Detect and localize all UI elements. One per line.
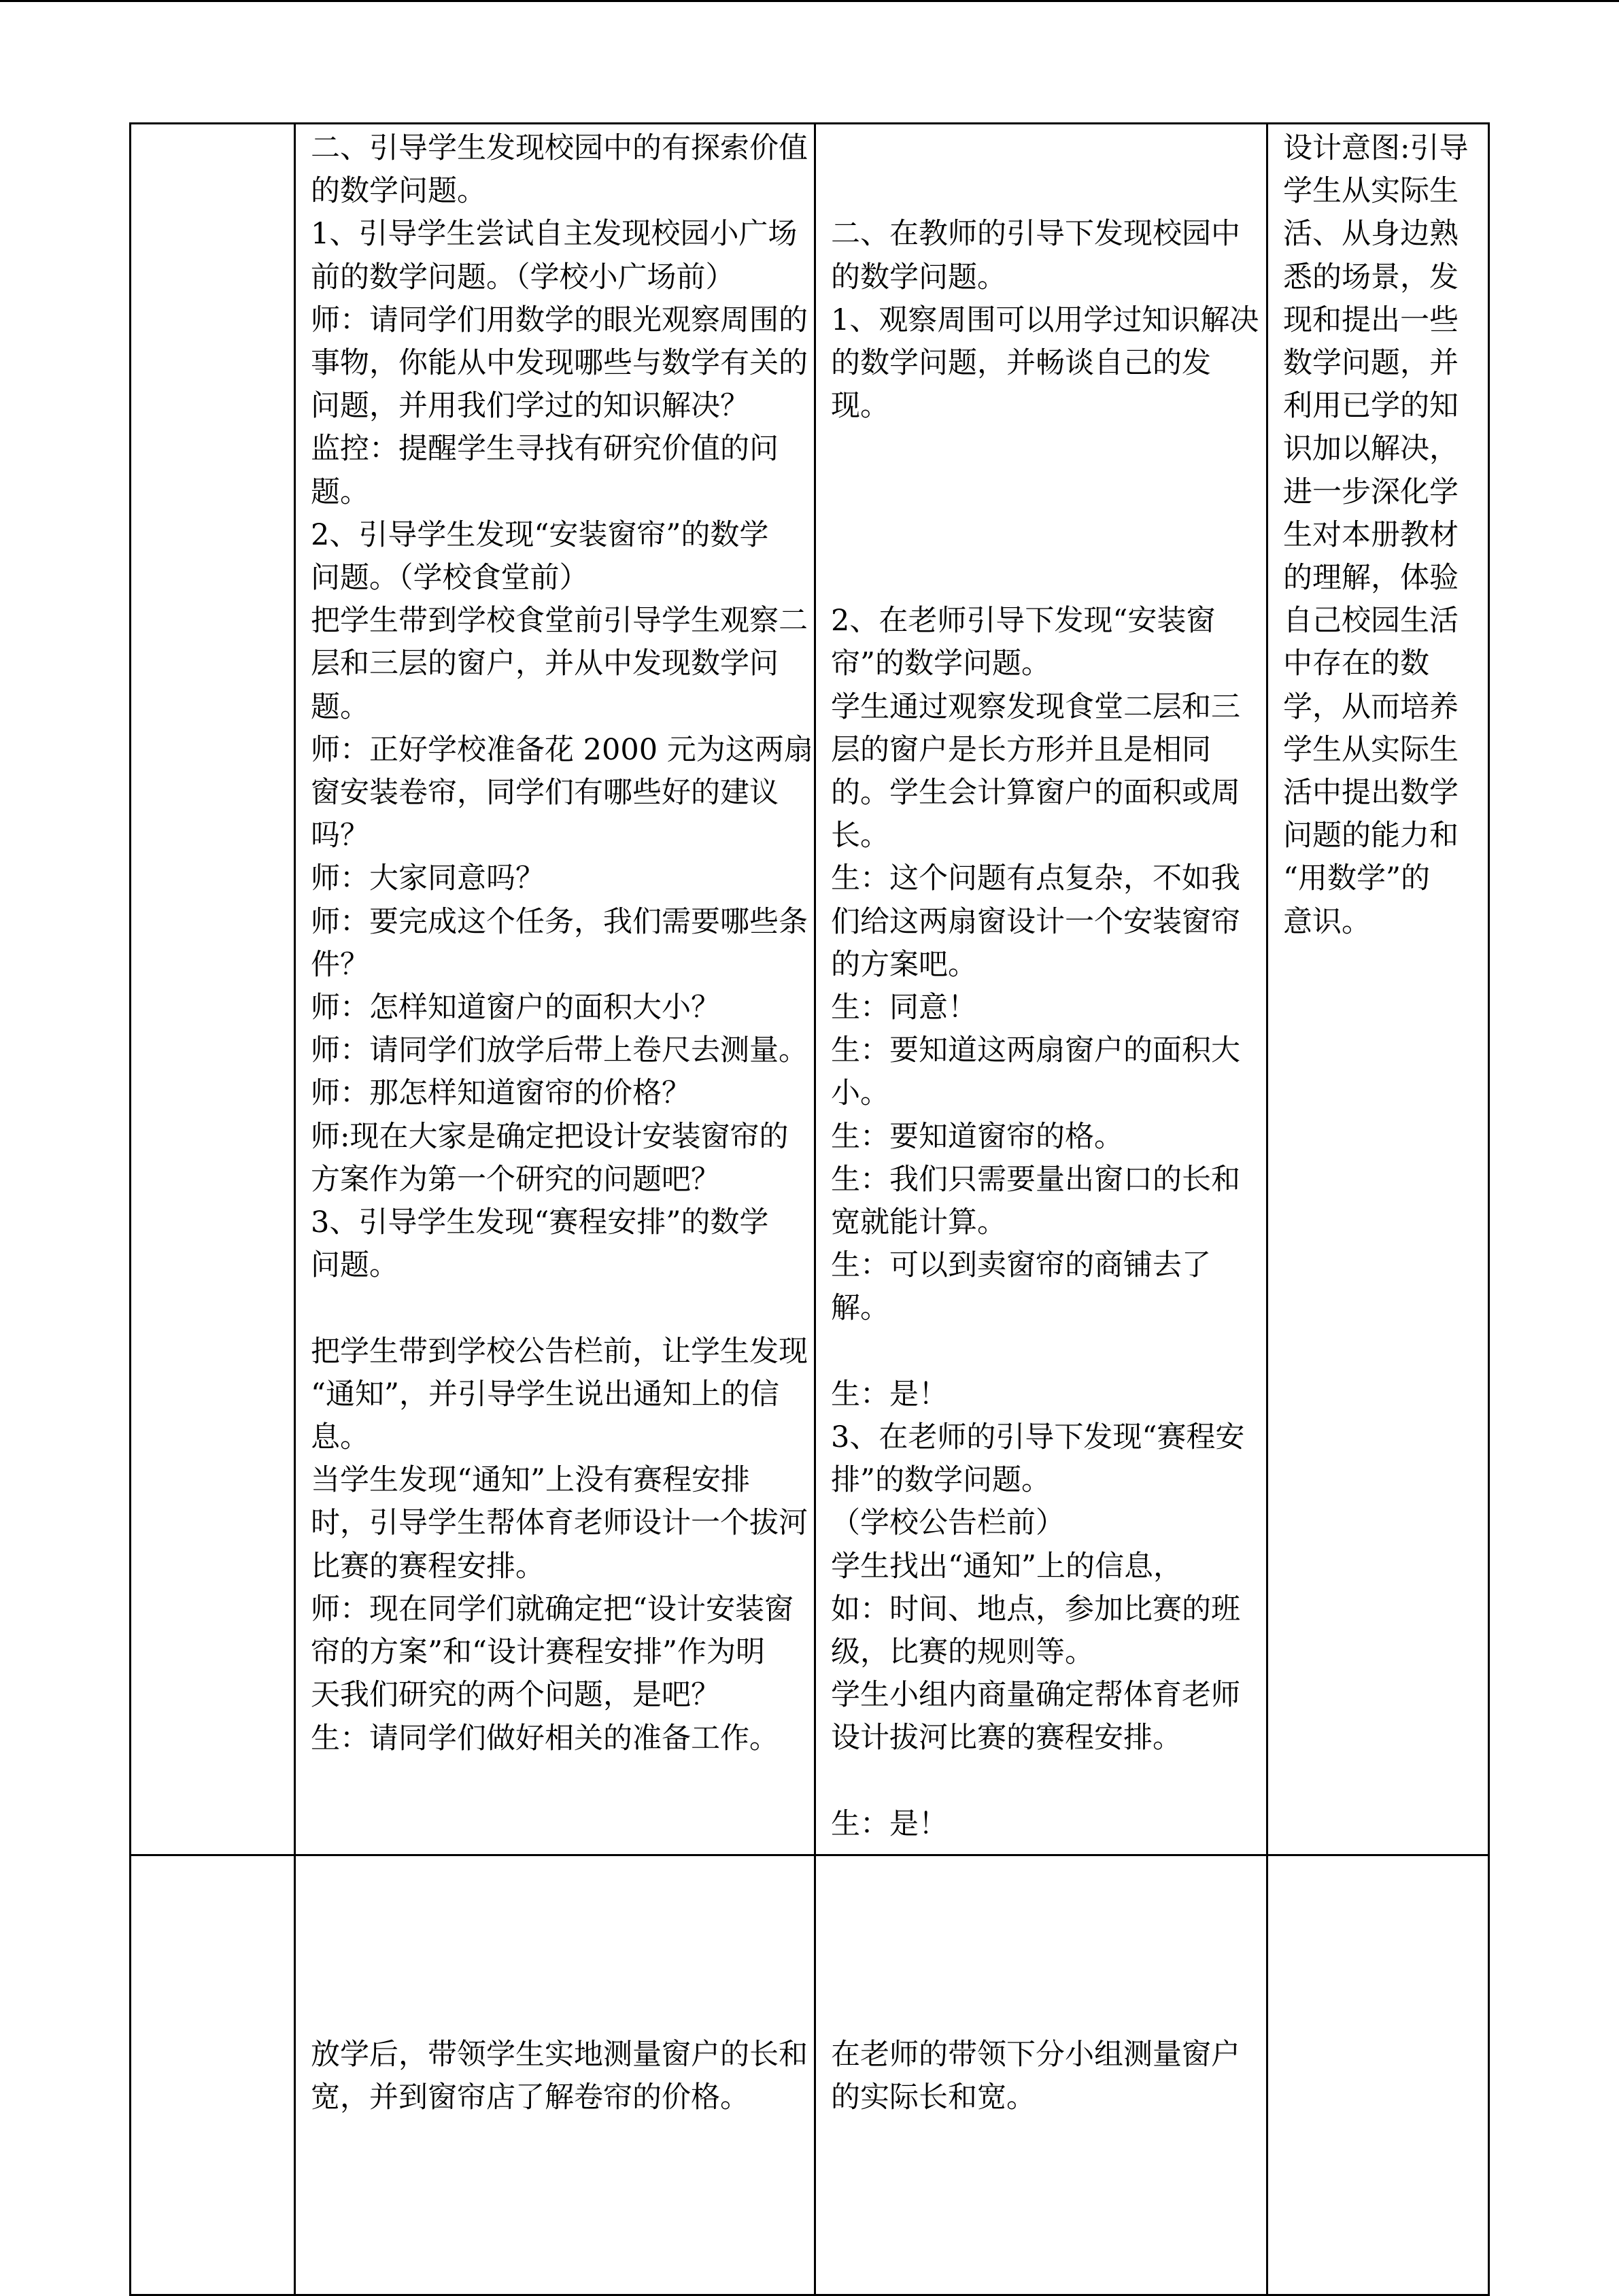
text-line: 设计意图:引导 (1283, 131, 1469, 165)
text-line: 师：要完成这个任务，我们需要哪些条 (311, 904, 808, 939)
text-line: 利用已学的知 (1283, 389, 1459, 424)
text-line (831, 557, 1251, 600)
text-line: 生：是！ (831, 1806, 948, 1841)
text-line: 师:现在大家是确定把设计安装窗帘的 (311, 1119, 789, 1154)
text-line (831, 1760, 1251, 1803)
text-line: 在老师的带领下分小组测量窗户 (831, 2037, 1240, 2072)
text-line: 的理解，体验 (1283, 561, 1459, 596)
text-line: 如：时间、地点，参加比赛的班 (831, 1592, 1240, 1626)
text-line: 吗？ (311, 819, 369, 853)
text-line: 师：现在同学们就确定把“设计安装窗 (311, 1592, 794, 1626)
text-line: 当学生发现“通知”上没有赛程安排 (311, 1463, 750, 1498)
text-line: 题。 (311, 475, 369, 509)
text-line: 的。学生会计算窗户的面积或周 (831, 775, 1240, 810)
text-line: 学生小组内商量确定帮体育老师 (831, 1678, 1240, 1713)
text-line: （学校公告栏前） (831, 1506, 1065, 1541)
text-line: 问题的能力和 (1283, 819, 1459, 853)
text-line: 事物，你能从中发现哪些与数学有关的 (311, 346, 808, 381)
text-line: 解。 (831, 1291, 889, 1326)
text-line: 学生从实际生 (1283, 732, 1459, 767)
text-line: 师：怎样知道窗户的面积大小？ (311, 991, 720, 1025)
text-line: 比赛的赛程安排。 (311, 1549, 545, 1583)
text-line (311, 1287, 799, 1330)
text-line: 帘的方案”和“设计赛程安排”作为明 (311, 1635, 765, 1670)
text-line: 的方案吧。 (831, 947, 977, 982)
text-line: 生：是！ (831, 1377, 948, 1411)
text-line (831, 1331, 1251, 1373)
text-line: 生：要知道窗帘的格。 (831, 1119, 1123, 1154)
text-line: 生：同意！ (831, 990, 977, 1025)
text-line: “通知”，并引导学生说出通知上的信 (311, 1377, 779, 1411)
text-line: 3、在老师的引导下发现“赛程安 (831, 1420, 1245, 1454)
text-line: 级，比赛的规则等。 (831, 1635, 1094, 1669)
text-line: 生：这个问题有点复杂，不如我 (831, 861, 1240, 896)
text-line: 排”的数学问题。 (831, 1463, 1051, 1498)
text-line: 师：大家同意吗？ (311, 861, 545, 896)
text-line: 自己校园生活 (1283, 604, 1459, 638)
text-line: 1、观察周围可以用学过知识解决 (831, 303, 1259, 337)
text-line: 前的数学问题。（学校小广场前） (311, 260, 735, 294)
text-line: 生：可以到卖窗帘的商铺去了 (831, 1248, 1211, 1283)
text-line: 窗安装卷帘，同学们有哪些好的建议 (311, 776, 779, 810)
text-line: 师：正好学校准备花 2000 元为这两扇 (311, 732, 813, 767)
text-line: 3、引导学生发现“赛程安排”的数学 (311, 1205, 769, 1240)
text-line (831, 471, 1251, 514)
text-line: 识加以解决， (1283, 432, 1459, 466)
text-line: 的数学问题，并畅谈自己的发 (831, 345, 1211, 380)
text-line: 活中提出数学 (1283, 776, 1459, 810)
text-line: 师：请同学们放学后带上卷尺去测量。 (311, 1033, 808, 1068)
design-intent-cell (1267, 124, 1489, 1855)
text-line: 的数学问题。 (311, 174, 486, 209)
text-line: 帘”的数学问题。 (831, 647, 1051, 681)
text-line: 学，从而培养 (1283, 689, 1459, 724)
text-line: 2、引导学生发现“安装窗帘”的数学 (311, 517, 769, 552)
text-line: 意识。 (1283, 904, 1371, 939)
text-line: 宽就能计算。 (831, 1205, 1006, 1239)
text-line: 的数学问题。 (831, 260, 1006, 294)
text-line: 生：我们只需要量出窗口的长和 (831, 1162, 1240, 1197)
text-line: 生：要知道这两扇窗户的面积大 (831, 1033, 1240, 1068)
teacher-activity-lines (311, 2034, 808, 2119)
student-activity-cell (815, 1855, 1267, 2295)
text-line: 活、从身边熟 (1283, 217, 1459, 252)
design-intent-lines (1283, 127, 1473, 944)
text-line: 数学问题，并 (1283, 346, 1459, 381)
text-line: 现和提出一些 (1283, 303, 1459, 337)
text-line (831, 428, 1251, 470)
text-line: 师：那怎样知道窗帘的价格？ (311, 1076, 691, 1111)
text-line: 中存在的数 (1283, 647, 1429, 681)
table-row (131, 1855, 1489, 2295)
text-line: 把学生带到学校食堂前引导学生观察二 (311, 604, 808, 638)
text-line: 息。 (311, 1420, 369, 1455)
stage-cell (131, 1855, 295, 2295)
text-line: 二、在教师的引导下发现校园中 (831, 217, 1240, 252)
text-line: 悉的场景，发 (1283, 260, 1459, 294)
text-line: 宽，并到窗帘店了解卷帘的价格。 (311, 2080, 749, 2114)
text-line: 长。 (831, 819, 889, 853)
stage-cell (131, 124, 295, 1855)
text-line: 监控：提醒学生寻找有研究价值的问 (311, 432, 779, 466)
text-line: 题。 (311, 689, 369, 724)
student-activity-lines (831, 127, 1259, 1846)
text-line: 学生找出“通知”上的信息， (831, 1549, 1182, 1583)
text-line: 生：请同学们做好相关的准备工作。 (311, 1721, 779, 1755)
text-line: 们给这两扇窗设计一个安装窗帘 (831, 904, 1240, 939)
text-line: 放学后，带领学生实地测量窗户的长和 (311, 2037, 808, 2072)
text-line: 层的窗户是长方形并且是相同 (831, 732, 1211, 767)
student-activity-lines (831, 2034, 1251, 2119)
text-line: 设计拔河比赛的赛程安排。 (831, 1721, 1182, 1755)
text-line: 把学生带到学校公告栏前，让学生发现 (311, 1334, 808, 1369)
text-line: 层和三层的窗户，并从中发现数学问 (311, 647, 779, 681)
text-line: 二、引导学生发现校园中的有探索价值 (311, 131, 808, 165)
text-line: 学生从实际生 (1283, 174, 1459, 209)
design-intent-cell (1267, 1855, 1489, 2295)
text-line: 学生通过观察发现食堂二层和三 (831, 689, 1240, 724)
text-line (831, 127, 1251, 170)
text-line: 生对本册教材 (1283, 517, 1459, 552)
text-line: “用数学”的 (1283, 861, 1430, 896)
text-line: 问题。（学校食堂前） (311, 561, 589, 596)
text-line: 师：请同学们用数学的眼光观察周围的 (311, 303, 808, 337)
page-top-border (0, 0, 1619, 2)
text-line: 问题。 (311, 1248, 398, 1283)
text-line: 件？ (311, 947, 369, 982)
text-line: 现。 (831, 389, 889, 424)
text-line: 2、在老师引导下发现“安装窗 (831, 604, 1216, 638)
text-line: 时，引导学生帮体育老师设计一个拔河 (311, 1506, 808, 1541)
teacher-activity-cell (295, 1855, 815, 2295)
text-line: 方案作为第一个研究的问题吧？ (311, 1162, 720, 1197)
text-line: 的实际长和宽。 (831, 2080, 1036, 2114)
text-line: 进一步深化学 (1283, 475, 1459, 509)
text-line: 天我们研究的两个问题，是吧？ (311, 1678, 720, 1713)
teacher-activity-cell (295, 124, 815, 1855)
text-line: 小。 (831, 1076, 889, 1111)
teacher-activity-lines (311, 127, 813, 1760)
text-line: 问题，并用我们学过的知识解决？ (311, 389, 749, 424)
student-activity-cell (815, 124, 1267, 1855)
lesson-plan-table (129, 122, 1490, 2296)
text-line (831, 514, 1251, 557)
text-line (831, 170, 1251, 213)
text-line: 1、引导学生尝试自主发现校园小广场 (311, 217, 798, 252)
table-row (131, 124, 1489, 1855)
